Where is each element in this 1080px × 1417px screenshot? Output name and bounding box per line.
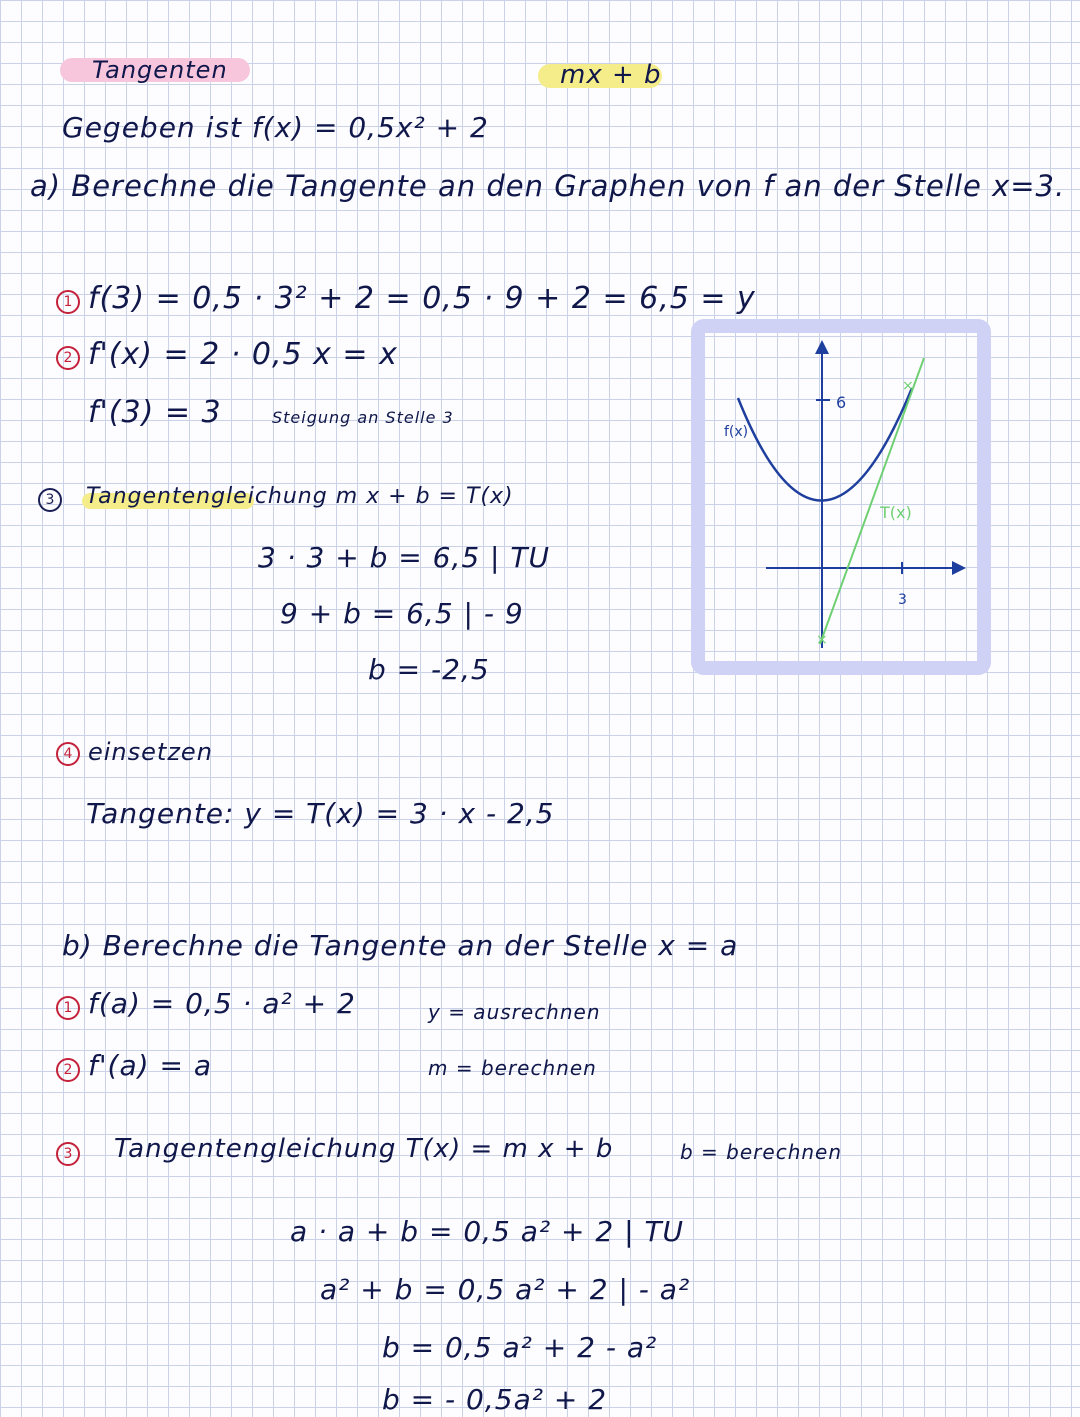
equation-a3: b = -2,5 bbox=[368, 653, 490, 686]
step-a3: Tangentengleichung m x + b = T(x) bbox=[86, 484, 514, 509]
step-b2: f'(a) = a bbox=[88, 1049, 212, 1082]
intercept-mark: × bbox=[816, 632, 828, 648]
task-b: b) Berechne die Tangente an der Stelle x = a bbox=[62, 929, 739, 962]
tangent-sketch bbox=[690, 318, 992, 676]
step-b1-note: y = ausrechnen bbox=[428, 1000, 601, 1024]
step-number-3: 3 bbox=[38, 488, 62, 512]
page-title: Tangenten bbox=[92, 56, 228, 84]
x-axis-arrow bbox=[952, 561, 966, 575]
step-a2b: f'(3) = 3 bbox=[88, 395, 222, 430]
given-function: Gegeben ist f(x) = 0,5x² + 2 bbox=[62, 111, 489, 144]
step-number-b1: 1 bbox=[56, 996, 80, 1020]
step-b2-note: m = berechnen bbox=[428, 1056, 597, 1080]
equation-b1: a · a + b = 0,5 a² + 2 | TU bbox=[290, 1215, 685, 1248]
step-b3-note: b = berechnen bbox=[680, 1140, 843, 1164]
step-a4: einsetzen bbox=[88, 738, 213, 766]
formula-note: mx + b bbox=[560, 60, 662, 90]
step-number-b3: 3 bbox=[56, 1142, 80, 1166]
step-b3: Tangentengleichung T(x) = m x + b bbox=[114, 1134, 614, 1164]
equation-b3: b = 0,5 a² + 2 - a² bbox=[382, 1331, 658, 1364]
step-number-4: 4 bbox=[56, 742, 80, 766]
tangent-label: T(x) bbox=[880, 503, 912, 522]
equation-a2: 9 + b = 6,5 | - 9 bbox=[280, 597, 524, 630]
tangent-result: Tangente: y = T(x) = 3 · x - 2,5 bbox=[86, 797, 555, 830]
y-tick-label: 6 bbox=[836, 393, 847, 412]
curve-label: f(x) bbox=[724, 424, 749, 440]
equation-b4: b = - 0,5a² + 2 bbox=[382, 1383, 608, 1416]
step-a1: f(3) = 0,5 · 3² + 2 = 0,5 · 9 + 2 = 6,5 = y bbox=[88, 281, 756, 316]
equation-a1: 3 · 3 + b = 6,5 | TU bbox=[258, 541, 550, 574]
parabola-curve bbox=[738, 388, 912, 501]
step-number-b2: 2 bbox=[56, 1058, 80, 1082]
step-number-2: 2 bbox=[56, 346, 80, 370]
step-b1: f(a) = 0,5 · a² + 2 bbox=[88, 987, 356, 1020]
step-a2: f'(x) = 2 · 0,5 x = x bbox=[88, 337, 398, 372]
sketch-frame bbox=[698, 326, 984, 668]
tangent-point-mark: × bbox=[902, 378, 914, 394]
slope-note: Steigung an Stelle 3 bbox=[272, 408, 454, 427]
step-number-1: 1 bbox=[56, 290, 80, 314]
y-axis-arrow bbox=[815, 340, 829, 354]
x-tick-label: 3 bbox=[898, 592, 907, 608]
task-a: a) Berechne die Tangente an den Graphen von f an der Stelle x=3. bbox=[30, 169, 1066, 203]
equation-b2: a² + b = 0,5 a² + 2 | - a² bbox=[320, 1273, 691, 1306]
